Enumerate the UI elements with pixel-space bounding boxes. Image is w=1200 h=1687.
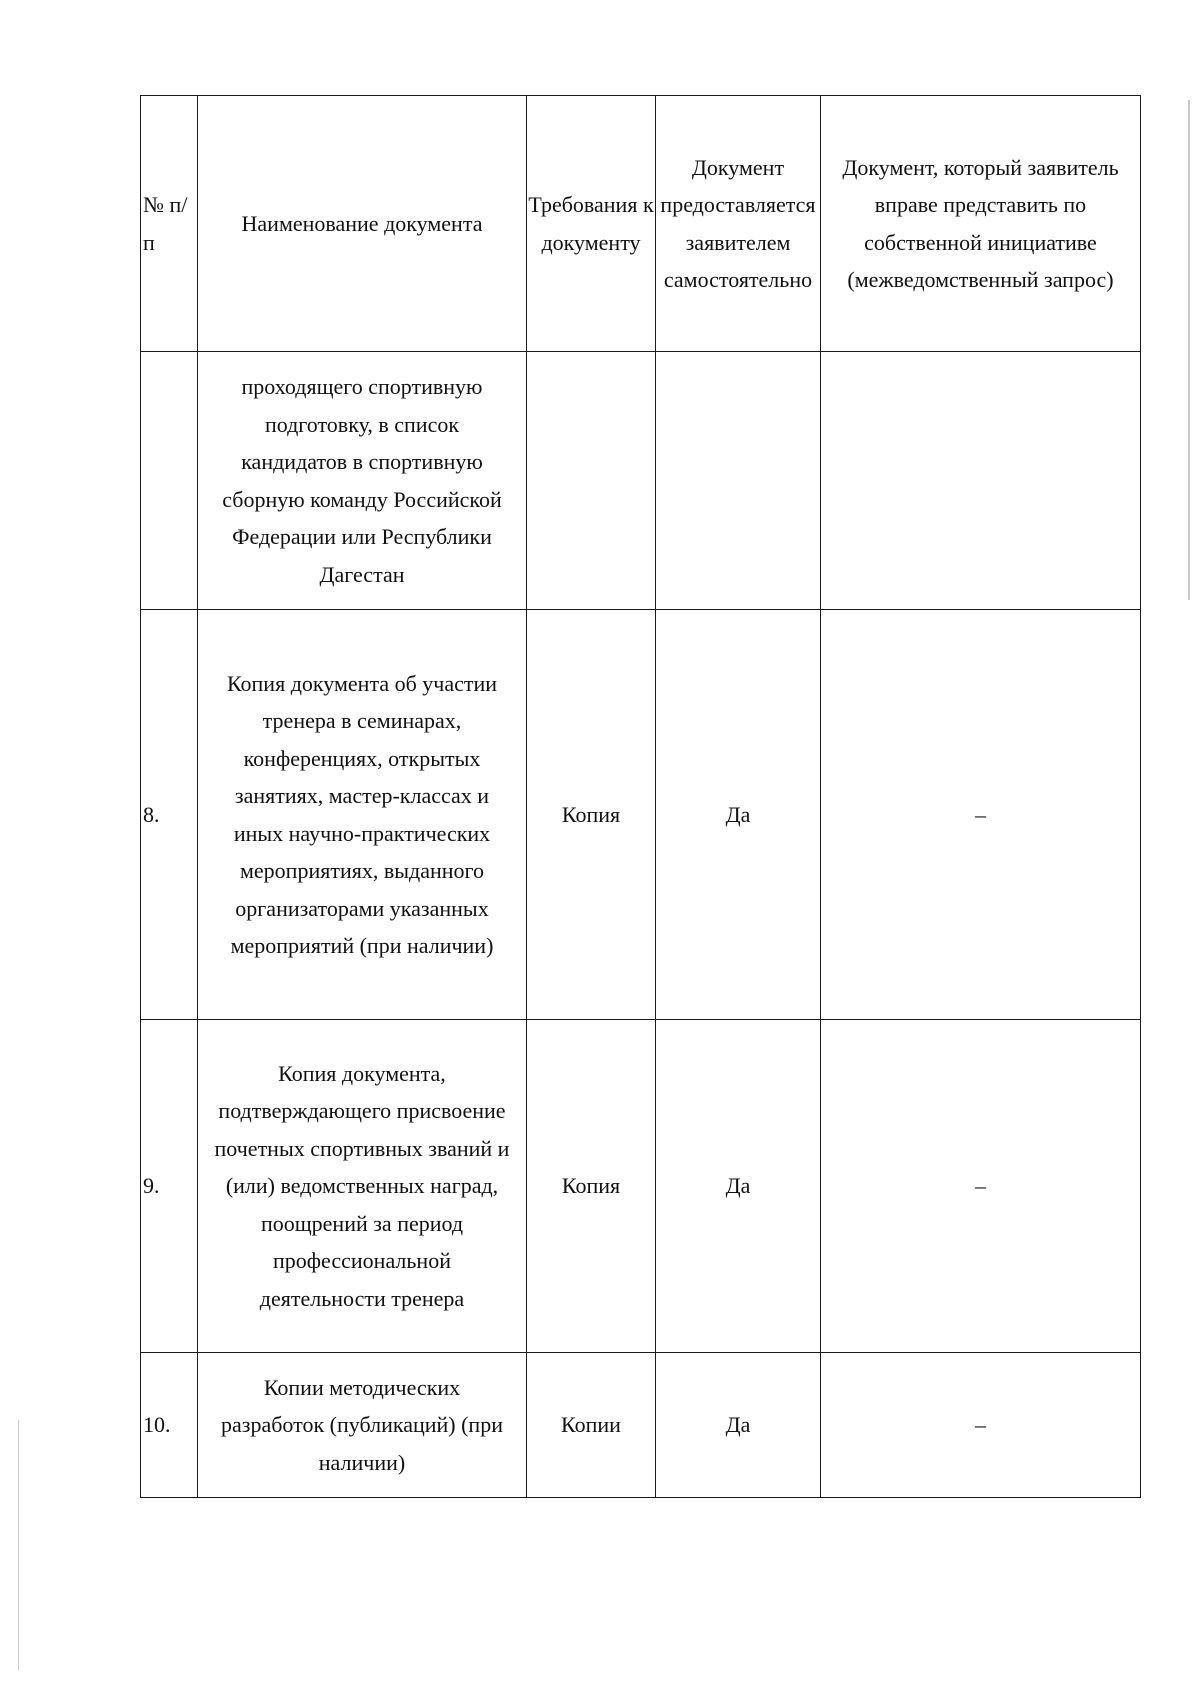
row-provided: Да bbox=[656, 1020, 821, 1353]
documents-table bbox=[140, 95, 1141, 1498]
header-number: № п/п bbox=[141, 96, 198, 352]
table-row bbox=[141, 610, 1141, 1020]
header-requirements: Требования к документу bbox=[527, 96, 656, 352]
row-document-name bbox=[198, 1353, 527, 1498]
scan-artifact-right-edge bbox=[1188, 100, 1190, 600]
row-interagency: – bbox=[821, 610, 1141, 1020]
row-document-name bbox=[198, 1020, 527, 1353]
row-number: 10. bbox=[141, 1353, 198, 1498]
header-document-name-text: Наименование документа bbox=[241, 210, 483, 236]
row-interagency: – bbox=[821, 1020, 1141, 1353]
row-document-name-text: проходящего спортивную подготовку, в список кандидатов в спортивную сборную команду Российской Федерации или Республики Дагестан bbox=[222, 374, 502, 587]
table-row bbox=[141, 1353, 1141, 1498]
header-provided-by-applicant: Документ предоставляется заявителем самостоятельно bbox=[656, 96, 821, 352]
table-row bbox=[141, 1020, 1141, 1353]
header-interagency-text: Документ, который заявитель вправе представить по собственной инициативе (межведомственный запрос) bbox=[842, 154, 1119, 292]
row-requirements: Копии bbox=[527, 1353, 656, 1498]
row-number bbox=[141, 352, 198, 610]
row-provided bbox=[656, 352, 821, 610]
row-interagency bbox=[821, 352, 1141, 610]
row-requirements: Копия bbox=[527, 1020, 656, 1353]
table-row bbox=[141, 352, 1141, 610]
header-document-name bbox=[198, 96, 527, 352]
header-interagency bbox=[821, 96, 1141, 352]
row-provided: Да bbox=[656, 1353, 821, 1498]
row-document-name-text: Копия документа, подтверждающего присвоение почетных спортивных званий и (или) ведомственных наград, поощрений за период профессиональной деятельности тренера bbox=[214, 1060, 510, 1311]
row-interagency: – bbox=[821, 1353, 1141, 1498]
row-document-name-text: Копия документа об участии тренера в семинарах, конференциях, открытых занятиях, мастер-классах и иных научно-практических мероприятиях, выданного организаторами указанных мероприятий (при наличии) bbox=[226, 670, 498, 958]
row-document-name bbox=[198, 610, 527, 1020]
row-provided: Да bbox=[656, 610, 821, 1020]
row-document-name-text: Копии методических разработок (публикаций) (при наличии) bbox=[221, 1374, 503, 1475]
row-document-name bbox=[198, 352, 527, 610]
table-header-row bbox=[141, 96, 1141, 352]
row-requirements: Копия bbox=[527, 610, 656, 1020]
row-number: 9. bbox=[141, 1020, 198, 1353]
row-number: 8. bbox=[141, 610, 198, 1020]
row-requirements bbox=[527, 352, 656, 610]
scan-artifact-left-edge bbox=[18, 1420, 19, 1670]
